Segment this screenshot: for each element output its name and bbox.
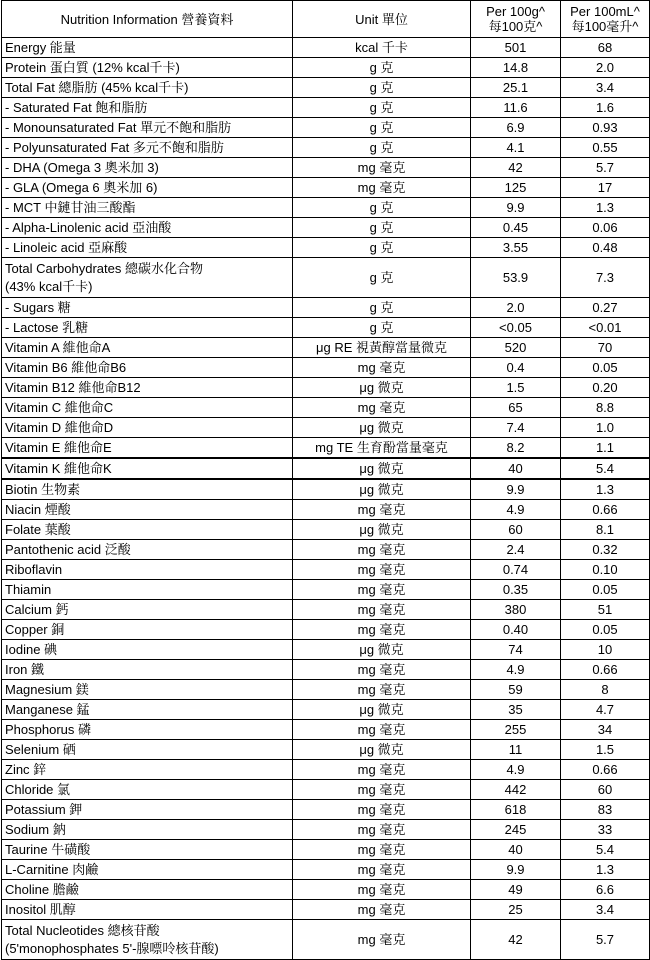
per-100ml-value: <0.01 [561,318,650,338]
table-row [2,780,650,800]
per-100ml-value: 0.20 [561,378,650,398]
per-100ml-value: 0.55 [561,138,650,158]
per-100ml-value: 8 [561,680,650,700]
nutrient-name: Copper 銅 [2,620,293,640]
nutrient-name: - Lactose 乳糖 [2,318,293,338]
per-100ml-value: 5.7 [561,158,650,178]
table-row [2,318,650,338]
nutrient-name: Vitamin A 維他命A [2,338,293,358]
unit-cell: μg 微克 [293,520,471,540]
per-100ml-value: 0.32 [561,540,650,560]
per-100ml-value: 70 [561,338,650,358]
nutrient-name: Energy 能量 [2,38,293,58]
table-row [2,640,650,660]
per-100ml-value: 4.7 [561,700,650,720]
unit-cell: g 克 [293,58,471,78]
per-100ml-value: 17 [561,178,650,198]
unit-cell: μg 微克 [293,458,471,479]
table-row [2,520,650,540]
unit-cell: g 克 [293,298,471,318]
per-100g-value: 2.0 [471,298,561,318]
table-row [2,560,650,580]
unit-cell: kcal 千卡 [293,38,471,58]
header-per-100ml-en: Per 100mL^ [570,4,640,19]
unit-cell: mg 毫克 [293,560,471,580]
nutrient-name: Calcium 鈣 [2,600,293,620]
unit-cell: μg 微克 [293,740,471,760]
per-100ml-value: 1.3 [561,479,650,500]
table-row [2,218,650,238]
per-100ml-value: 5.4 [561,840,650,860]
nutrient-name: L-Carnitine 肉鹼 [2,860,293,880]
per-100ml-value: 0.10 [561,560,650,580]
table-row [2,680,650,700]
per-100ml-value: 60 [561,780,650,800]
unit-cell: μg 微克 [293,700,471,720]
nutrient-name: Phosphorus 磷 [2,720,293,740]
unit-cell: g 克 [293,78,471,98]
table-row [2,198,650,218]
table-row [2,178,650,198]
per-100ml-value: 0.05 [561,358,650,378]
per-100g-value: 42 [471,920,561,960]
per-100g-value: 74 [471,640,561,660]
per-100g-value: 520 [471,338,561,358]
unit-cell: mg 毫克 [293,820,471,840]
header-nutrient: Nutrition Information 營養資料 [2,1,293,38]
nutrient-name: Choline 膽鹼 [2,880,293,900]
unit-cell: μg RE 視黃醇當量微克 [293,338,471,358]
per-100ml-value: 0.66 [561,660,650,680]
nutrient-name-line1: Total Carbohydrates 總碳水化合物 [5,260,203,276]
per-100ml-value: 0.05 [561,580,650,600]
unit-cell: g 克 [293,198,471,218]
per-100g-value: 3.55 [471,238,561,258]
per-100g-value: 125 [471,178,561,198]
table-row [2,458,650,479]
unit-cell: g 克 [293,218,471,238]
per-100g-value: 4.9 [471,500,561,520]
header-per-100g-en: Per 100g^ [486,4,545,19]
nutrient-name: Potassium 鉀 [2,800,293,820]
nutrient-name: - MCT 中鏈甘油三酸酯 [2,198,293,218]
unit-cell: mg TE 生育酚當量毫克 [293,438,471,459]
unit-cell: mg 毫克 [293,358,471,378]
table-row [2,540,650,560]
per-100g-value: 11.6 [471,98,561,118]
nutrient-name: Protein 蛋白質 (12% kcal千卡) [2,58,293,78]
table-row [2,78,650,98]
unit-cell: mg 毫克 [293,780,471,800]
nutrient-name: Riboflavin [2,560,293,580]
per-100g-value: 9.9 [471,479,561,500]
unit-cell: mg 毫克 [293,178,471,198]
per-100g-value: 11 [471,740,561,760]
nutrition-table [1,0,650,960]
unit-cell: μg 微克 [293,418,471,438]
per-100g-value: 14.8 [471,58,561,78]
per-100ml-value: 1.3 [561,860,650,880]
per-100ml-value: 0.05 [561,620,650,640]
header-per-100ml-zh: 每100毫升^ [571,19,639,34]
per-100ml-value: 1.6 [561,98,650,118]
per-100g-value: 255 [471,720,561,740]
unit-cell: mg 毫克 [293,580,471,600]
unit-cell: mg 毫克 [293,500,471,520]
nutrient-name: Iron 鐵 [2,660,293,680]
table-row [2,438,650,459]
per-100ml-value: 33 [561,820,650,840]
table-row [2,38,650,58]
unit-cell: g 克 [293,318,471,338]
table-row [2,258,650,298]
nutrient-name: - Sugars 糖 [2,298,293,318]
unit-cell: mg 毫克 [293,680,471,700]
unit-cell: mg 毫克 [293,398,471,418]
per-100g-value: 4.1 [471,138,561,158]
per-100g-value: 442 [471,780,561,800]
per-100ml-value: 5.4 [561,458,650,479]
unit-cell: mg 毫克 [293,600,471,620]
unit-cell: mg 毫克 [293,920,471,960]
per-100g-value: 40 [471,458,561,479]
nutrient-name: Magnesium 鎂 [2,680,293,700]
per-100ml-value: 0.93 [561,118,650,138]
per-100g-value: <0.05 [471,318,561,338]
unit-cell: g 克 [293,138,471,158]
unit-cell: mg 毫克 [293,540,471,560]
table-row [2,479,650,500]
table-row [2,298,650,318]
table-row [2,580,650,600]
nutrient-name: Selenium 硒 [2,740,293,760]
nutrient-name: - Polyunsaturated Fat 多元不飽和脂肪 [2,138,293,158]
table-row [2,920,650,960]
per-100ml-value: 1.3 [561,198,650,218]
table-row [2,880,650,900]
table-row [2,700,650,720]
unit-cell: mg 毫克 [293,840,471,860]
per-100ml-value: 2.0 [561,58,650,78]
per-100ml-value: 1.0 [561,418,650,438]
table-row [2,338,650,358]
per-100ml-value: 1.5 [561,740,650,760]
nutrient-name: Total Fat 總脂肪 (45% kcal千卡) [2,78,293,98]
nutrient-name: Vitamin C 維他命C [2,398,293,418]
per-100g-value: 59 [471,680,561,700]
per-100g-value: 0.45 [471,218,561,238]
nutrient-name: Sodium 鈉 [2,820,293,840]
table-row [2,800,650,820]
table-row [2,600,650,620]
nutrient-name: - GLA (Omega 6 奧米加 6) [2,178,293,198]
header-per-100g-zh: 每100克^ [488,19,543,34]
per-100ml-value: 0.66 [561,500,650,520]
table-row [2,820,650,840]
per-100g-value: 4.9 [471,760,561,780]
nutrient-name: - Alpha-Linolenic acid 亞油酸 [2,218,293,238]
unit-cell: μg 微克 [293,479,471,500]
table-row [2,720,650,740]
per-100g-value: 6.9 [471,118,561,138]
nutrient-name: Pantothenic acid 泛酸 [2,540,293,560]
table-row [2,398,650,418]
nutrient-name: Zinc 鋅 [2,760,293,780]
unit-cell: mg 毫克 [293,860,471,880]
unit-cell: g 克 [293,118,471,138]
nutrient-name: Vitamin K 維他命K [2,458,293,479]
per-100ml-value: 68 [561,38,650,58]
per-100ml-value: 34 [561,720,650,740]
per-100ml-value: 0.06 [561,218,650,238]
table-row [2,158,650,178]
nutrient-name: Iodine 碘 [2,640,293,660]
nutrient-name: Thiamin [2,580,293,600]
nutrient-name-line2: (5'monophosphates 5'-腺嘌呤核苷酸) [5,940,219,956]
per-100ml-value: 8.8 [561,398,650,418]
header-unit: Unit 單位 [293,1,471,38]
per-100ml-value: 83 [561,800,650,820]
unit-cell: μg 微克 [293,640,471,660]
table-row [2,860,650,880]
per-100ml-value: 1.1 [561,438,650,459]
table-row [2,358,650,378]
unit-cell: mg 毫克 [293,880,471,900]
per-100g-value: 0.35 [471,580,561,600]
table-row [2,500,650,520]
per-100ml-value: 5.7 [561,920,650,960]
table-row [2,620,650,640]
unit-cell: μg 微克 [293,378,471,398]
nutrient-name: Niacin 煙酸 [2,500,293,520]
per-100g-value: 501 [471,38,561,58]
per-100g-value: 0.40 [471,620,561,640]
per-100g-value: 49 [471,880,561,900]
unit-cell: mg 毫克 [293,158,471,178]
unit-cell: g 克 [293,258,471,298]
per-100ml-value: 0.66 [561,760,650,780]
per-100g-value: 245 [471,820,561,840]
nutrient-name: - Saturated Fat 飽和脂肪 [2,98,293,118]
per-100g-value: 2.4 [471,540,561,560]
per-100ml-value: 3.4 [561,900,650,920]
per-100g-value: 4.9 [471,660,561,680]
table-row [2,660,650,680]
per-100g-value: 380 [471,600,561,620]
per-100ml-value: 6.6 [561,880,650,900]
nutrient-name: Biotin 生物素 [2,479,293,500]
nutrient-name-line2: (43% kcal千卡) [5,278,93,294]
nutrient-name-line1: Total Nucleotides 總核苷酸 [5,922,160,938]
nutrient-name: Chloride 氯 [2,780,293,800]
table-row [2,740,650,760]
table-row [2,418,650,438]
nutrient-name: Taurine 牛磺酸 [2,840,293,860]
nutrient-name [2,920,293,960]
per-100ml-value: 0.27 [561,298,650,318]
per-100g-value: 0.74 [471,560,561,580]
per-100g-value: 25.1 [471,78,561,98]
per-100g-value: 8.2 [471,438,561,459]
unit-cell: mg 毫克 [293,800,471,820]
table-row [2,58,650,78]
table-row [2,138,650,158]
table-row [2,840,650,860]
per-100g-value: 65 [471,398,561,418]
per-100ml-value: 8.1 [561,520,650,540]
per-100g-value: 0.4 [471,358,561,378]
per-100g-value: 9.9 [471,198,561,218]
nutrient-name [2,258,293,298]
unit-cell: mg 毫克 [293,760,471,780]
unit-cell: g 克 [293,238,471,258]
per-100g-value: 9.9 [471,860,561,880]
nutrient-name: Inositol 肌醇 [2,900,293,920]
header-row [2,1,650,38]
nutrient-name: - Monounsaturated Fat 單元不飽和脂肪 [2,118,293,138]
nutrient-name: Vitamin B12 維他命B12 [2,378,293,398]
per-100g-value: 25 [471,900,561,920]
nutrient-name: Vitamin B6 維他命B6 [2,358,293,378]
per-100g-value: 35 [471,700,561,720]
per-100g-value: 1.5 [471,378,561,398]
table-row [2,378,650,398]
nutrient-name: Manganese 錳 [2,700,293,720]
header-per-100ml [561,1,650,38]
nutrient-name: Vitamin D 維他命D [2,418,293,438]
per-100g-value: 618 [471,800,561,820]
table-row [2,760,650,780]
per-100ml-value: 0.48 [561,238,650,258]
unit-cell: mg 毫克 [293,900,471,920]
table-row [2,900,650,920]
per-100g-value: 40 [471,840,561,860]
unit-cell: mg 毫克 [293,660,471,680]
nutrient-name: Folate 葉酸 [2,520,293,540]
table-row [2,118,650,138]
per-100ml-value: 51 [561,600,650,620]
nutrient-name: Vitamin E 維他命E [2,438,293,459]
unit-cell: mg 毫克 [293,720,471,740]
per-100g-value: 7.4 [471,418,561,438]
per-100g-value: 53.9 [471,258,561,298]
nutrient-name: - Linoleic acid 亞麻酸 [2,238,293,258]
per-100g-value: 60 [471,520,561,540]
table-row [2,238,650,258]
unit-cell: g 克 [293,98,471,118]
per-100ml-value: 7.3 [561,258,650,298]
unit-cell: mg 毫克 [293,620,471,640]
table-row [2,98,650,118]
header-per-100g [471,1,561,38]
per-100ml-value: 10 [561,640,650,660]
per-100ml-value: 3.4 [561,78,650,98]
nutrient-name: - DHA (Omega 3 奧米加 3) [2,158,293,178]
per-100g-value: 42 [471,158,561,178]
